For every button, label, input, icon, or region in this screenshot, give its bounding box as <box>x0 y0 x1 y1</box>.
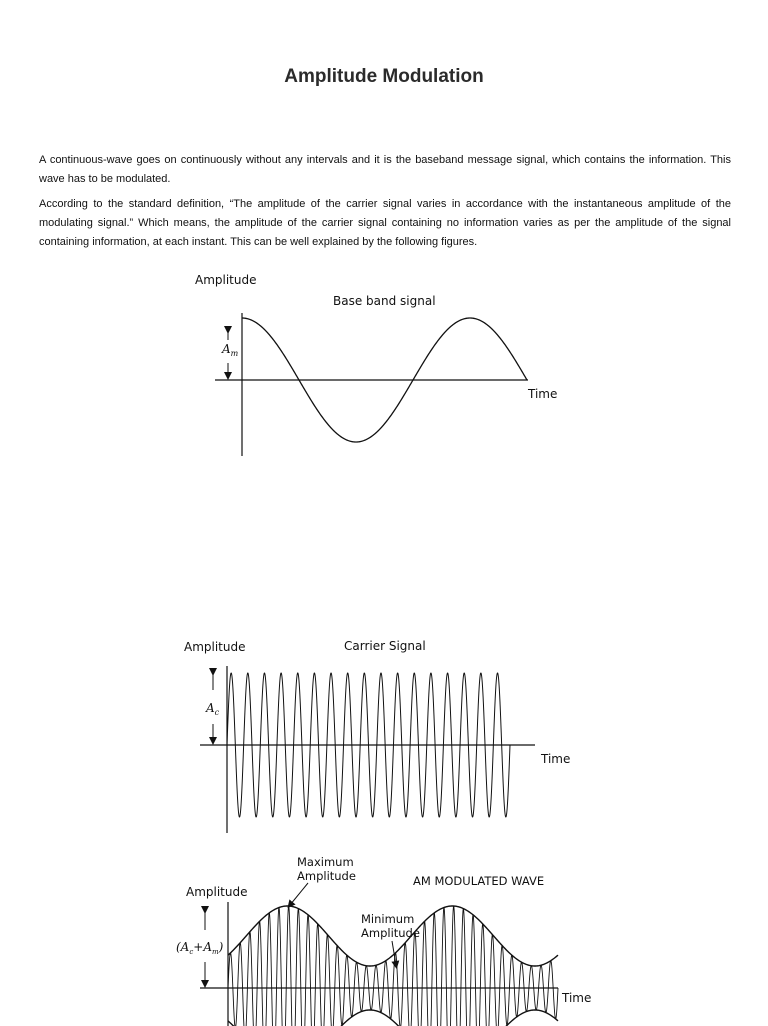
carrier-ylabel: Amplitude <box>184 640 246 654</box>
baseband-ylabel: Amplitude <box>195 273 257 287</box>
definition-paragraph: According to the standard definition, “The amplitude of the carrier signal varies in accordance with the instantaneous amplitude of the modulating signal.” Which means, the amplitude of the carrier signal containing no information varies as per the amplitude of the signal containing information, at each instant. This can be well explained by the following figures. <box>39 198 731 248</box>
intro-paragraph: A continuous-wave goes on continuously without any intervals and it is the baseband message signal, which contains the information. This wave has to be modulated. <box>39 154 731 185</box>
carrier-title: Carrier Signal <box>344 639 426 653</box>
carrier-amp-label: $A_c$ <box>206 701 220 717</box>
am-min-label-2: Amplitude <box>361 926 420 940</box>
max-amplitude-arrow <box>290 883 308 905</box>
am-title: AM MODULATED WAVE <box>413 874 545 888</box>
am-figure <box>0 850 768 1026</box>
baseband-title: Base band signal <box>333 294 436 308</box>
am-max-label-1: Maximum <box>297 855 354 869</box>
baseband-xlabel: Time <box>528 387 558 401</box>
am-max-label-2: Amplitude <box>297 869 356 883</box>
carrier-figure <box>0 636 768 836</box>
baseband-figure <box>0 268 768 468</box>
am-ylabel: Amplitude <box>186 885 248 899</box>
am-min-label-1: Minimum <box>361 912 415 926</box>
am-xlabel: Time <box>562 991 592 1005</box>
carrier-xlabel: Time <box>541 752 571 766</box>
am-amp-label: $(A_c+A_m)$ <box>176 940 224 956</box>
baseband-amp-label: $A_m$ <box>222 342 239 358</box>
page-title: Amplitude Modulation <box>284 66 484 87</box>
